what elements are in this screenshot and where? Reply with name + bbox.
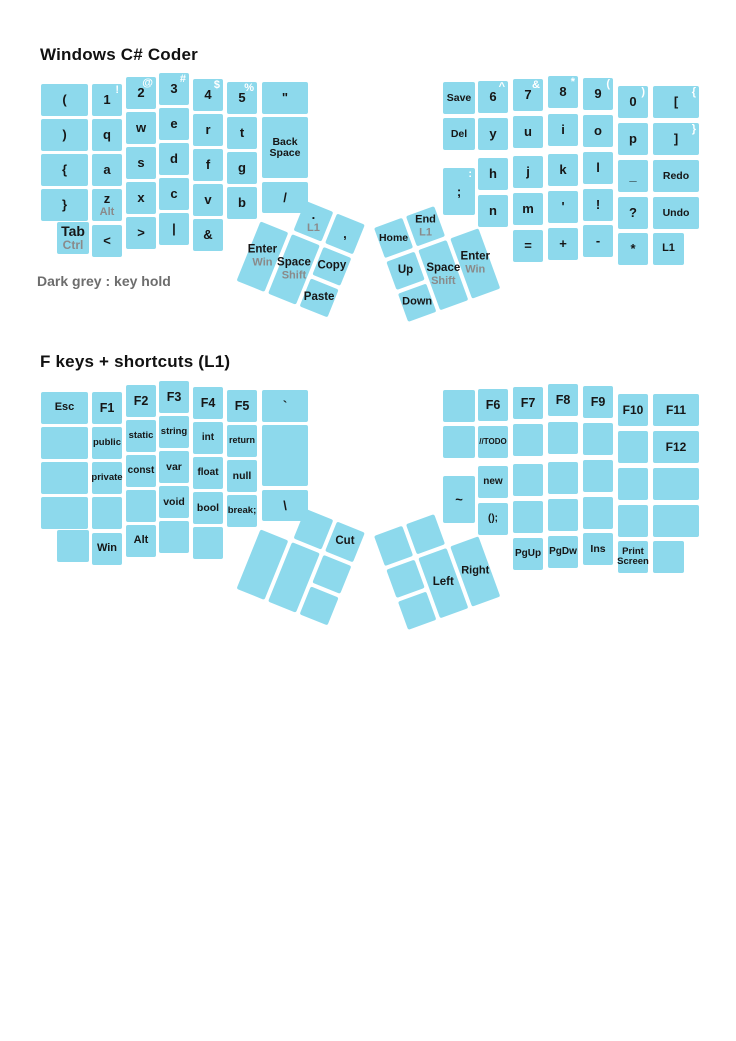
key-F10 xyxy=(618,394,648,426)
key-label: Left xyxy=(432,576,454,589)
key-F6 xyxy=(478,389,508,421)
key-label: , xyxy=(343,226,347,242)
key-public xyxy=(92,427,122,459)
key-hold-label: Alt xyxy=(99,206,115,219)
key-label: & xyxy=(203,227,213,243)
key-blank xyxy=(443,390,475,422)
key-blank xyxy=(653,541,684,573)
key-label: Copy xyxy=(317,259,347,272)
key-Esc xyxy=(41,392,88,424)
key-label: 4 xyxy=(204,87,212,103)
key-label: \ xyxy=(283,497,287,513)
key-void xyxy=(159,486,189,518)
key-label: new xyxy=(483,475,503,487)
key-Cut xyxy=(325,521,365,562)
key-label: PgDw xyxy=(549,545,577,557)
key-label: F1 xyxy=(99,400,115,415)
key-label: 0 xyxy=(629,94,637,110)
key-F4 xyxy=(193,387,223,419)
key-label: _ xyxy=(629,168,637,184)
key-label: const xyxy=(127,464,155,476)
key-blank xyxy=(618,468,648,500)
key-shift-symbol: $ xyxy=(213,79,220,91)
key-hold-label: L1 xyxy=(419,226,432,239)
key-label: Down xyxy=(402,296,433,309)
key-label: Enter xyxy=(460,250,490,263)
key-label: Ins xyxy=(590,542,606,555)
key-` xyxy=(262,390,308,422)
key-label: 9 xyxy=(594,86,602,102)
key-blank xyxy=(583,460,613,492)
key-null xyxy=(227,460,257,492)
key-label: 8 xyxy=(559,84,567,100)
key-//TODO xyxy=(478,426,508,458)
key-label: Right xyxy=(461,564,490,577)
key-label: ] xyxy=(673,131,679,147)
key-label: d xyxy=(170,151,178,167)
key-label: (); xyxy=(488,512,498,524)
key-hold-label: Win xyxy=(252,256,273,269)
key-blank xyxy=(262,425,308,486)
key-label: F12 xyxy=(665,439,687,454)
key-label: F4 xyxy=(200,395,216,410)
key-label: + xyxy=(559,236,567,252)
key-label: o xyxy=(594,123,602,139)
key-F3 xyxy=(159,381,189,413)
key-blank xyxy=(193,527,223,559)
key-shift-symbol: ^ xyxy=(498,81,505,93)
key-blank xyxy=(406,514,445,554)
key-label: 6 xyxy=(489,89,497,105)
key-label: Home xyxy=(378,231,409,244)
key-label: z xyxy=(103,190,111,206)
key-blank xyxy=(548,499,578,531)
key-label: F2 xyxy=(133,393,149,408)
key-label: 5 xyxy=(238,90,246,106)
key-label: j xyxy=(526,164,530,180)
key-blank xyxy=(159,521,189,553)
key-shift-symbol: * xyxy=(570,76,575,88)
key-label: Del xyxy=(450,127,468,140)
key-label: s xyxy=(137,155,145,171)
key-shift-symbol: & xyxy=(532,79,540,91)
key-label: Paste xyxy=(303,291,335,304)
key-label: ~ xyxy=(455,491,463,507)
key-blank xyxy=(548,422,578,454)
key-label: break; xyxy=(227,505,257,517)
key-label: * xyxy=(630,241,636,257)
key-label: 7 xyxy=(524,87,532,103)
hold-legend: Dark grey : key hold xyxy=(37,273,171,289)
key-label: Tab xyxy=(61,222,85,239)
key-label: k xyxy=(559,162,567,178)
key-label: | xyxy=(172,221,176,237)
key-label: c xyxy=(170,186,178,202)
key-label: g xyxy=(238,160,246,176)
key-blank xyxy=(513,501,543,533)
key-label: m xyxy=(522,201,534,217)
key-label: = xyxy=(524,238,532,254)
key-blank xyxy=(41,462,88,494)
key-PgUp xyxy=(513,538,543,570)
key-shift-symbol: : xyxy=(468,168,472,180)
key-Print Screen xyxy=(618,541,648,573)
key-label: ` xyxy=(282,398,288,414)
key-label: PgUp xyxy=(514,547,542,559)
key-blank xyxy=(374,526,413,566)
key-label: Redo xyxy=(662,169,690,182)
key-blank xyxy=(41,497,88,529)
key-label: Esc xyxy=(54,401,75,414)
key-label: ? xyxy=(629,205,637,221)
key-blank xyxy=(513,464,543,496)
key-label: [ xyxy=(673,94,679,110)
key-label: 1 xyxy=(103,92,111,108)
key-label: Alt xyxy=(133,534,149,547)
key-label: public xyxy=(93,437,121,449)
key-label: ; xyxy=(456,183,462,199)
key-label: bool xyxy=(196,501,220,514)
key-label: F10 xyxy=(622,402,644,417)
key-bool xyxy=(193,492,223,524)
key-label: v xyxy=(204,192,212,208)
key-label: > xyxy=(137,225,145,241)
key-label: 2 xyxy=(137,85,145,101)
key-shift-symbol: { xyxy=(691,86,696,98)
key-label: F7 xyxy=(520,395,536,410)
key-blank xyxy=(583,423,613,455)
key-F5 xyxy=(227,390,257,422)
key-label: l xyxy=(596,160,600,176)
key-blank xyxy=(513,424,543,456)
key-F12 xyxy=(653,431,699,463)
key-return xyxy=(227,425,257,457)
key-label: Print Screen xyxy=(617,546,649,567)
key-label: h xyxy=(489,166,497,182)
key-~ xyxy=(443,476,475,523)
key-label: static xyxy=(128,430,154,442)
key-blank xyxy=(653,468,699,500)
key-var xyxy=(159,451,189,483)
key-label: Save xyxy=(446,91,472,104)
key-F2 xyxy=(126,385,156,417)
key-label: b xyxy=(238,195,246,211)
key-label: e xyxy=(170,116,178,132)
key-label: Cut xyxy=(335,535,355,548)
key-label: float xyxy=(197,466,219,478)
key-label: 3 xyxy=(170,81,178,97)
key-blank xyxy=(618,431,648,463)
key-label: x xyxy=(137,190,145,206)
key-break; xyxy=(227,495,257,527)
key-Ins xyxy=(583,533,613,565)
key-blank xyxy=(618,505,648,537)
layer2-title: F keys + shortcuts (L1) xyxy=(40,352,231,371)
key-label: p xyxy=(629,131,637,147)
key-blank xyxy=(312,555,351,594)
key-hold-label: L1 xyxy=(307,222,320,235)
key-label: n xyxy=(489,203,497,219)
key-new xyxy=(478,466,508,498)
key-blank xyxy=(583,497,613,529)
key-label: ( xyxy=(62,92,67,108)
key-label: void xyxy=(163,495,185,508)
key-label: t xyxy=(239,125,245,141)
key-blank xyxy=(386,560,424,598)
layer1-title: Windows C# Coder xyxy=(40,45,198,64)
key-label: End xyxy=(415,213,436,226)
key-label: //TODO xyxy=(479,436,507,446)
key-label: F11 xyxy=(665,402,686,417)
key-label: string xyxy=(160,426,188,438)
key-label: Space xyxy=(426,261,461,274)
key-label: i xyxy=(561,122,565,138)
key-label: Back Space xyxy=(269,135,301,159)
key-label: private xyxy=(91,472,123,484)
key-blank xyxy=(653,505,699,537)
key-label: Up xyxy=(397,263,414,276)
key-label: null xyxy=(232,469,252,482)
key-int xyxy=(193,422,223,454)
key-label: Enter xyxy=(247,243,278,256)
key-label: a xyxy=(103,162,111,178)
key-label: F5 xyxy=(234,398,250,413)
key-F8 xyxy=(548,384,578,416)
key-shift-symbol: ) xyxy=(641,86,645,98)
key-label: y xyxy=(489,126,497,142)
key-static xyxy=(126,420,156,452)
key-label: ! xyxy=(595,197,601,213)
key-PgDw xyxy=(548,536,578,568)
key-shift-symbol: % xyxy=(244,82,254,94)
key-label: < xyxy=(103,233,111,249)
key-blank xyxy=(443,426,475,458)
key-label: L1 xyxy=(662,242,675,255)
key-label: Undo xyxy=(662,206,690,219)
key-blank xyxy=(92,497,122,529)
key-label: - xyxy=(595,233,601,249)
key-Alt xyxy=(126,525,156,557)
key-label: r xyxy=(205,122,211,138)
key-hold-label: Shift xyxy=(431,275,456,288)
key-label: } xyxy=(61,197,68,213)
key-label: / xyxy=(283,189,287,205)
key-label: F8 xyxy=(555,392,571,407)
key-label: w xyxy=(135,120,147,136)
key-blank xyxy=(57,530,89,562)
key-blank xyxy=(41,427,88,459)
key-F11 xyxy=(653,394,699,426)
key-hold-label: Shift xyxy=(281,269,307,282)
key-label: q xyxy=(103,127,111,143)
key-hold-label: Ctrl xyxy=(62,238,84,253)
key-label: u xyxy=(524,124,532,140)
key-label: var xyxy=(166,460,182,473)
key-F1 xyxy=(92,392,122,424)
key-label: f xyxy=(205,157,211,173)
key-float xyxy=(193,457,223,489)
key-string xyxy=(159,416,189,448)
key-shift-symbol: @ xyxy=(142,77,153,89)
key-label: F9 xyxy=(590,394,606,409)
key-label: " xyxy=(281,90,289,106)
key-label: Win xyxy=(96,542,118,555)
key-label: F3 xyxy=(166,389,182,404)
key-shift-symbol: ! xyxy=(115,84,119,96)
key-F9 xyxy=(583,386,613,418)
key-label: return xyxy=(228,435,255,446)
key-Win xyxy=(92,533,122,565)
key-blank xyxy=(126,490,156,522)
key-(); xyxy=(478,503,508,535)
key-label: { xyxy=(61,162,68,178)
key-shift-symbol: } xyxy=(691,123,696,135)
key-blank xyxy=(300,586,339,625)
key-const xyxy=(126,455,156,487)
key-label: Space xyxy=(277,255,311,268)
key-F7 xyxy=(513,387,543,419)
key-shift-symbol: ( xyxy=(606,78,610,90)
key-label: int xyxy=(201,431,215,443)
key-hold-label: Win xyxy=(465,263,486,276)
key-label: F6 xyxy=(485,397,501,412)
key-label: . xyxy=(311,207,316,223)
key-shift-symbol: # xyxy=(179,73,186,85)
key-label: ' xyxy=(561,199,565,215)
key-private xyxy=(92,462,122,494)
key-label: ) xyxy=(62,127,67,143)
key-blank xyxy=(548,462,578,494)
